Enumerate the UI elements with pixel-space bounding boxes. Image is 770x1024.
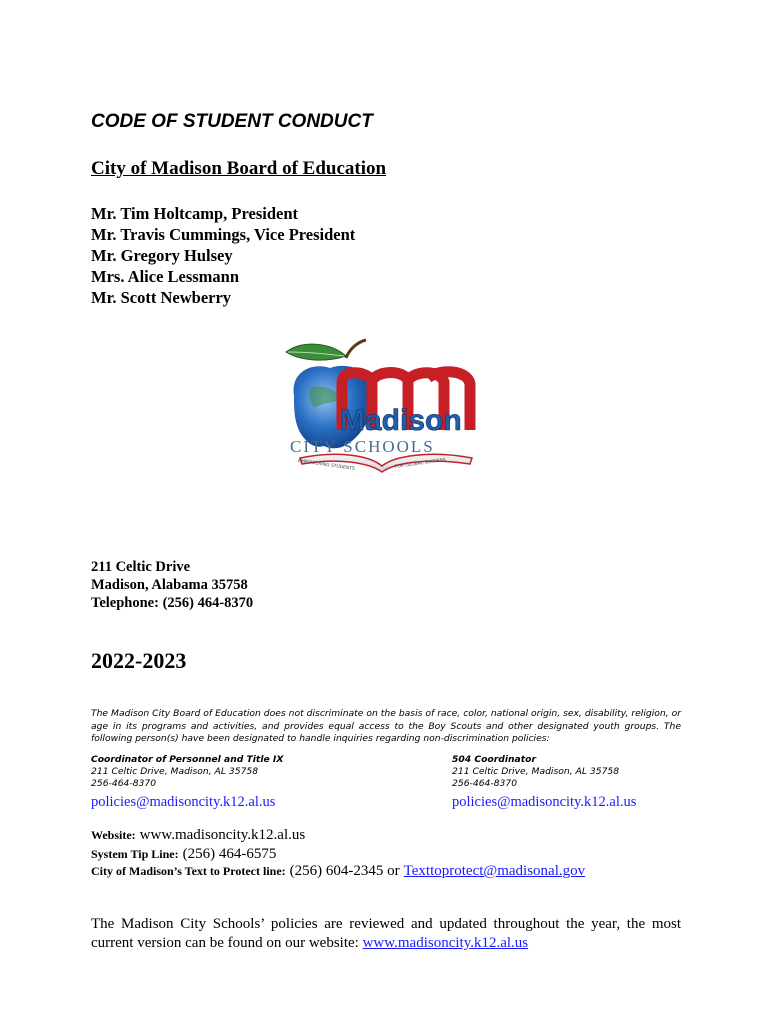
coordinator-address: 211 Celtic Drive, Madison, AL 35758 (91, 766, 259, 777)
coordinator-phone: 256-464-8370 (91, 778, 157, 789)
text-to-protect-label: City of Madison’s Text to Protect line: (91, 864, 286, 878)
website-label: Website: (91, 828, 136, 842)
board-name: City of Madison Board of Education (91, 158, 387, 179)
website-line (91, 826, 305, 844)
board-members-list (91, 203, 355, 308)
tipline-value: (256) 464-6575 (182, 846, 277, 862)
coordinator-504 (452, 754, 636, 810)
website-value: www.madisoncity.k12.al.us (139, 827, 306, 843)
district-address (91, 558, 253, 612)
board-member: Mr. Scott Newberry (91, 288, 232, 307)
board-member: Mr. Travis Cummings, Vice President (91, 225, 356, 244)
logo-tagline-left: EMPOWERING STUDENTS (297, 459, 356, 472)
policy-statement (91, 915, 681, 953)
policy-website-link[interactable]: www.madisoncity.k12.al.us (362, 935, 529, 951)
coordinator-title: Coordinator of Personnel and Title IX (91, 754, 284, 765)
logo-tagline-right: FOR GLOBAL SUCCESS (394, 457, 446, 470)
logo-subtitle: CITY SCHOOLS (290, 437, 435, 456)
policy-text: The Madison City Schools’ policies are reviewed and updated throughout the year, the most current version can be found on our website: (91, 916, 681, 951)
coordinator-email-link[interactable]: policies@madisoncity.k12.al.us (452, 794, 637, 810)
board-member: Mr. Gregory Hulsey (91, 246, 233, 265)
coordinator-address: 211 Celtic Drive, Madison, AL 35758 (452, 766, 620, 777)
address-city: Madison, Alabama 35758 (91, 577, 248, 593)
coordinator-title: 504 Coordinator (452, 754, 536, 765)
logo-wordmark: Madison (340, 404, 462, 437)
coordinator-phone: 256-464-8370 (452, 778, 518, 789)
coordinator-email-link[interactable]: policies@madisoncity.k12.al.us (91, 794, 276, 810)
school-year: 2022-2023 (91, 648, 187, 673)
document-title: CODE OF STUDENT CONDUCT (91, 111, 373, 132)
text-to-protect-email-link[interactable]: Texttoprotect@madisonal.gov (403, 863, 586, 879)
tipline-label: System Tip Line: (91, 847, 179, 861)
board-member: Mrs. Alice Lessmann (91, 267, 240, 286)
board-member: Mr. Tim Holtcamp, President (91, 204, 299, 223)
madison-city-schools-logo (280, 338, 485, 478)
coordinator-title-ix (91, 754, 283, 810)
non-discrimination-notice: The Madison City Board of Education does not discriminate on the basis of race, color, national origin, sex, disability, religion, or age in its programs and activities, and provides equal access to the Boy Scouts and other designated youth groups. The following person(s) have been designated to handle inquiries regarding non-discrimination policies: (91, 708, 681, 744)
tip-line (91, 845, 276, 863)
address-phone: Telephone: (256) 464-8370 (91, 595, 254, 611)
address-street: 211 Celtic Drive (91, 559, 191, 575)
text-to-protect-line (91, 862, 585, 880)
text-to-protect-value: (256) 604-2345 or (289, 863, 400, 879)
